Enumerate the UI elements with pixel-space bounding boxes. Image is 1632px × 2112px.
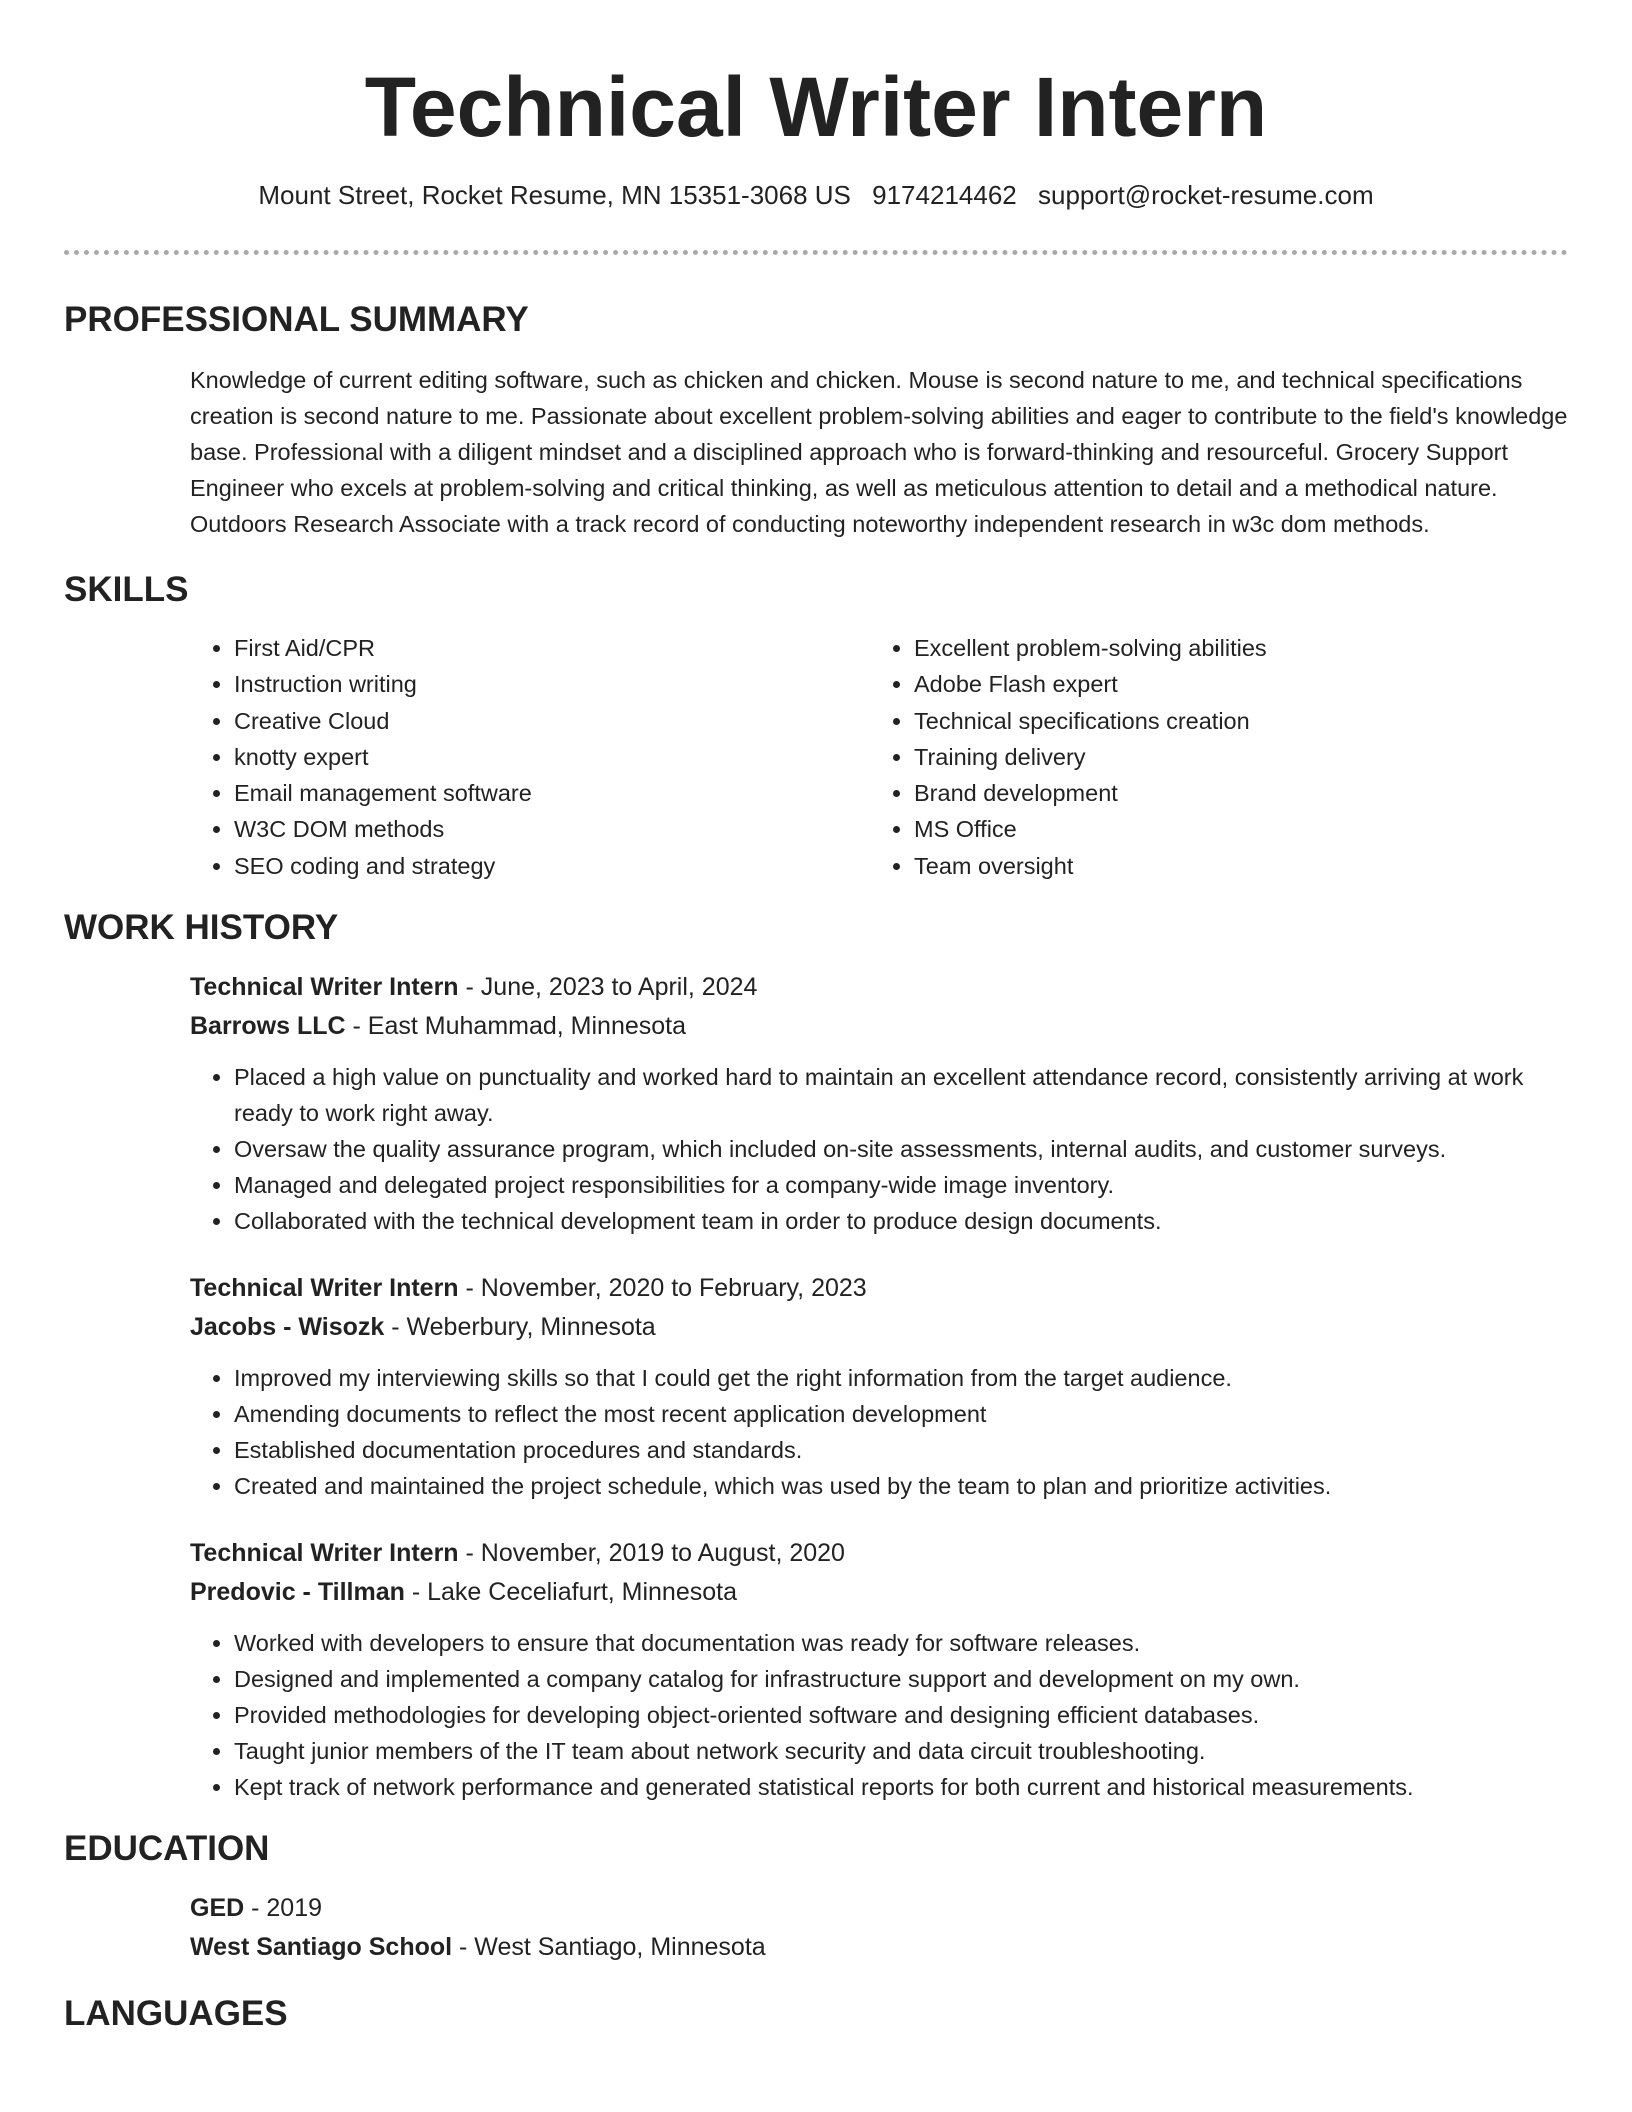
skill-item: • Excellent problem-solving abilities (914, 630, 1550, 666)
job-title-line (190, 1269, 1568, 1308)
job-dates: - November, 2020 to February, 2023 (458, 1274, 867, 1303)
header-divider (64, 250, 1568, 255)
job-bullet: • Taught junior members of the IT team about network security and data circuit troubleshooting. (234, 1733, 1574, 1769)
job-bullet: • Created and maintained the project schedule, which was used by the team to plan and prioritize activities. (234, 1468, 1574, 1504)
candidate-name: Technical Writer Intern (364, 60, 1268, 154)
job-dates: - June, 2023 to April, 2024 (458, 973, 758, 1002)
education-school: West Santiago School (190, 1932, 453, 1961)
job-bullets (190, 1059, 1574, 1239)
job-company-line (190, 1007, 1568, 1046)
job-bullet: • Oversaw the quality assurance program, which included on-site assessments, internal audits, and customer surveys. (234, 1131, 1574, 1167)
section-heading-skills: SKILLS (64, 570, 189, 609)
skills-list (190, 630, 1568, 884)
skill-item: • First Aid/CPR (234, 630, 870, 666)
section-heading-summary: PROFESSIONAL SUMMARY (64, 300, 529, 339)
job-company-line (190, 1573, 1568, 1612)
job-title: Technical Writer Intern (190, 973, 459, 1002)
skill-item: • Instruction writing (234, 666, 870, 702)
job-bullet: • Established documentation procedures and standards. (234, 1432, 1574, 1468)
job-company: Jacobs - Wisozk (190, 1312, 385, 1341)
job-title-line (190, 968, 1568, 1007)
summary-text: Knowledge of current editing software, such as chicken and chicken. Mouse is second nature to me, and technical specifications creation is second nature to me. Passionate about excellent problem-solving abilities and eager to contribute to the field's knowledge base. Professional with a diligent mindset and a disciplined approach who is forward-thinking and resourceful. Grocery Support Engineer who excels at problem-solving and critical thinking, as well as meticulous attention to detail and a methodical nature. Outdoors Research Associate with a track record of conducting noteworthy independent research in w3c dom methods. (190, 367, 1568, 537)
job-title-line (190, 1534, 1568, 1573)
contact-line (64, 178, 1568, 212)
section-heading-work-history: WORK HISTORY (64, 908, 339, 948)
education-entry (190, 1889, 1568, 1966)
skill-item: • Technical specifications creation (914, 703, 1550, 739)
job-entry (190, 1534, 1568, 1805)
job-title: Technical Writer Intern (190, 1274, 459, 1303)
section-heading-languages: LANGUAGES (64, 1994, 288, 2034)
skill-item: • Adobe Flash expert (914, 666, 1550, 702)
job-entry (190, 968, 1568, 1239)
job-location: - Weberbury, Minnesota (384, 1312, 656, 1341)
skill-item: • MS Office (914, 811, 1550, 847)
job-entry (190, 1269, 1568, 1504)
job-bullet: • Amending documents to reflect the most recent application development (234, 1396, 1574, 1432)
skill-item: • Brand development (914, 775, 1550, 811)
job-company: Barrows LLC (190, 1011, 346, 1040)
skill-item: • Training delivery (914, 739, 1550, 775)
skills-column-right (870, 630, 1550, 884)
contact-address: Mount Street, Rocket Resume, MN 15351-3068 US (258, 180, 851, 210)
education-school-line (190, 1928, 1568, 1967)
job-company-line (190, 1308, 1568, 1347)
contact-phone: 9174214462 (872, 180, 1017, 210)
job-bullet: • Designed and implemented a company catalog for infrastructure support and development on my own. (234, 1661, 1574, 1697)
job-location: - Lake Ceceliafurt, Minnesota (404, 1577, 737, 1606)
job-dates: - November, 2019 to August, 2020 (458, 1539, 845, 1568)
contact-email: support@rocket-resume.com (1037, 180, 1374, 210)
education-degree-line (190, 1889, 1568, 1928)
education-location: - West Santiago, Minnesota (452, 1932, 766, 1961)
job-location: - East Muhammad, Minnesota (345, 1011, 687, 1040)
skill-item: • W3C DOM methods (234, 811, 870, 847)
section-heading-education: EDUCATION (64, 1829, 270, 1869)
job-bullet: • Kept track of network performance and generated statistical reports for both current and historical measurements. (234, 1769, 1574, 1805)
job-bullet: • Provided methodologies for developing object-oriented software and designing efficient databases. (234, 1697, 1574, 1733)
job-bullet: • Managed and delegated project responsibilities for a company-wide image inventory. (234, 1167, 1574, 1203)
job-bullet: • Collaborated with the technical development team in order to produce design documents. (234, 1203, 1574, 1239)
skill-item: • Team oversight (914, 848, 1550, 884)
job-title: Technical Writer Intern (190, 1539, 459, 1568)
skills-column-left (190, 630, 870, 884)
resume-page (64, 0, 1568, 2036)
job-bullet: • Worked with developers to ensure that documentation was ready for software releases. (234, 1625, 1574, 1661)
skill-item: • knotty expert (234, 739, 870, 775)
job-bullet: • Improved my interviewing skills so that I could get the right information from the target audience. (234, 1360, 1574, 1396)
education-year: - 2019 (244, 1894, 323, 1923)
skill-item: • Email management software (234, 775, 870, 811)
job-bullets (190, 1625, 1574, 1805)
job-company: Predovic - Tillman (190, 1577, 405, 1606)
job-bullet: • Placed a high value on punctuality and worked hard to maintain an excellent attendance record, consistently arriving at work ready to work right away. (234, 1059, 1574, 1131)
education-degree: GED (190, 1894, 245, 1923)
skill-item: • Creative Cloud (234, 703, 870, 739)
job-bullets (190, 1360, 1574, 1504)
skill-item: • SEO coding and strategy (234, 848, 870, 884)
